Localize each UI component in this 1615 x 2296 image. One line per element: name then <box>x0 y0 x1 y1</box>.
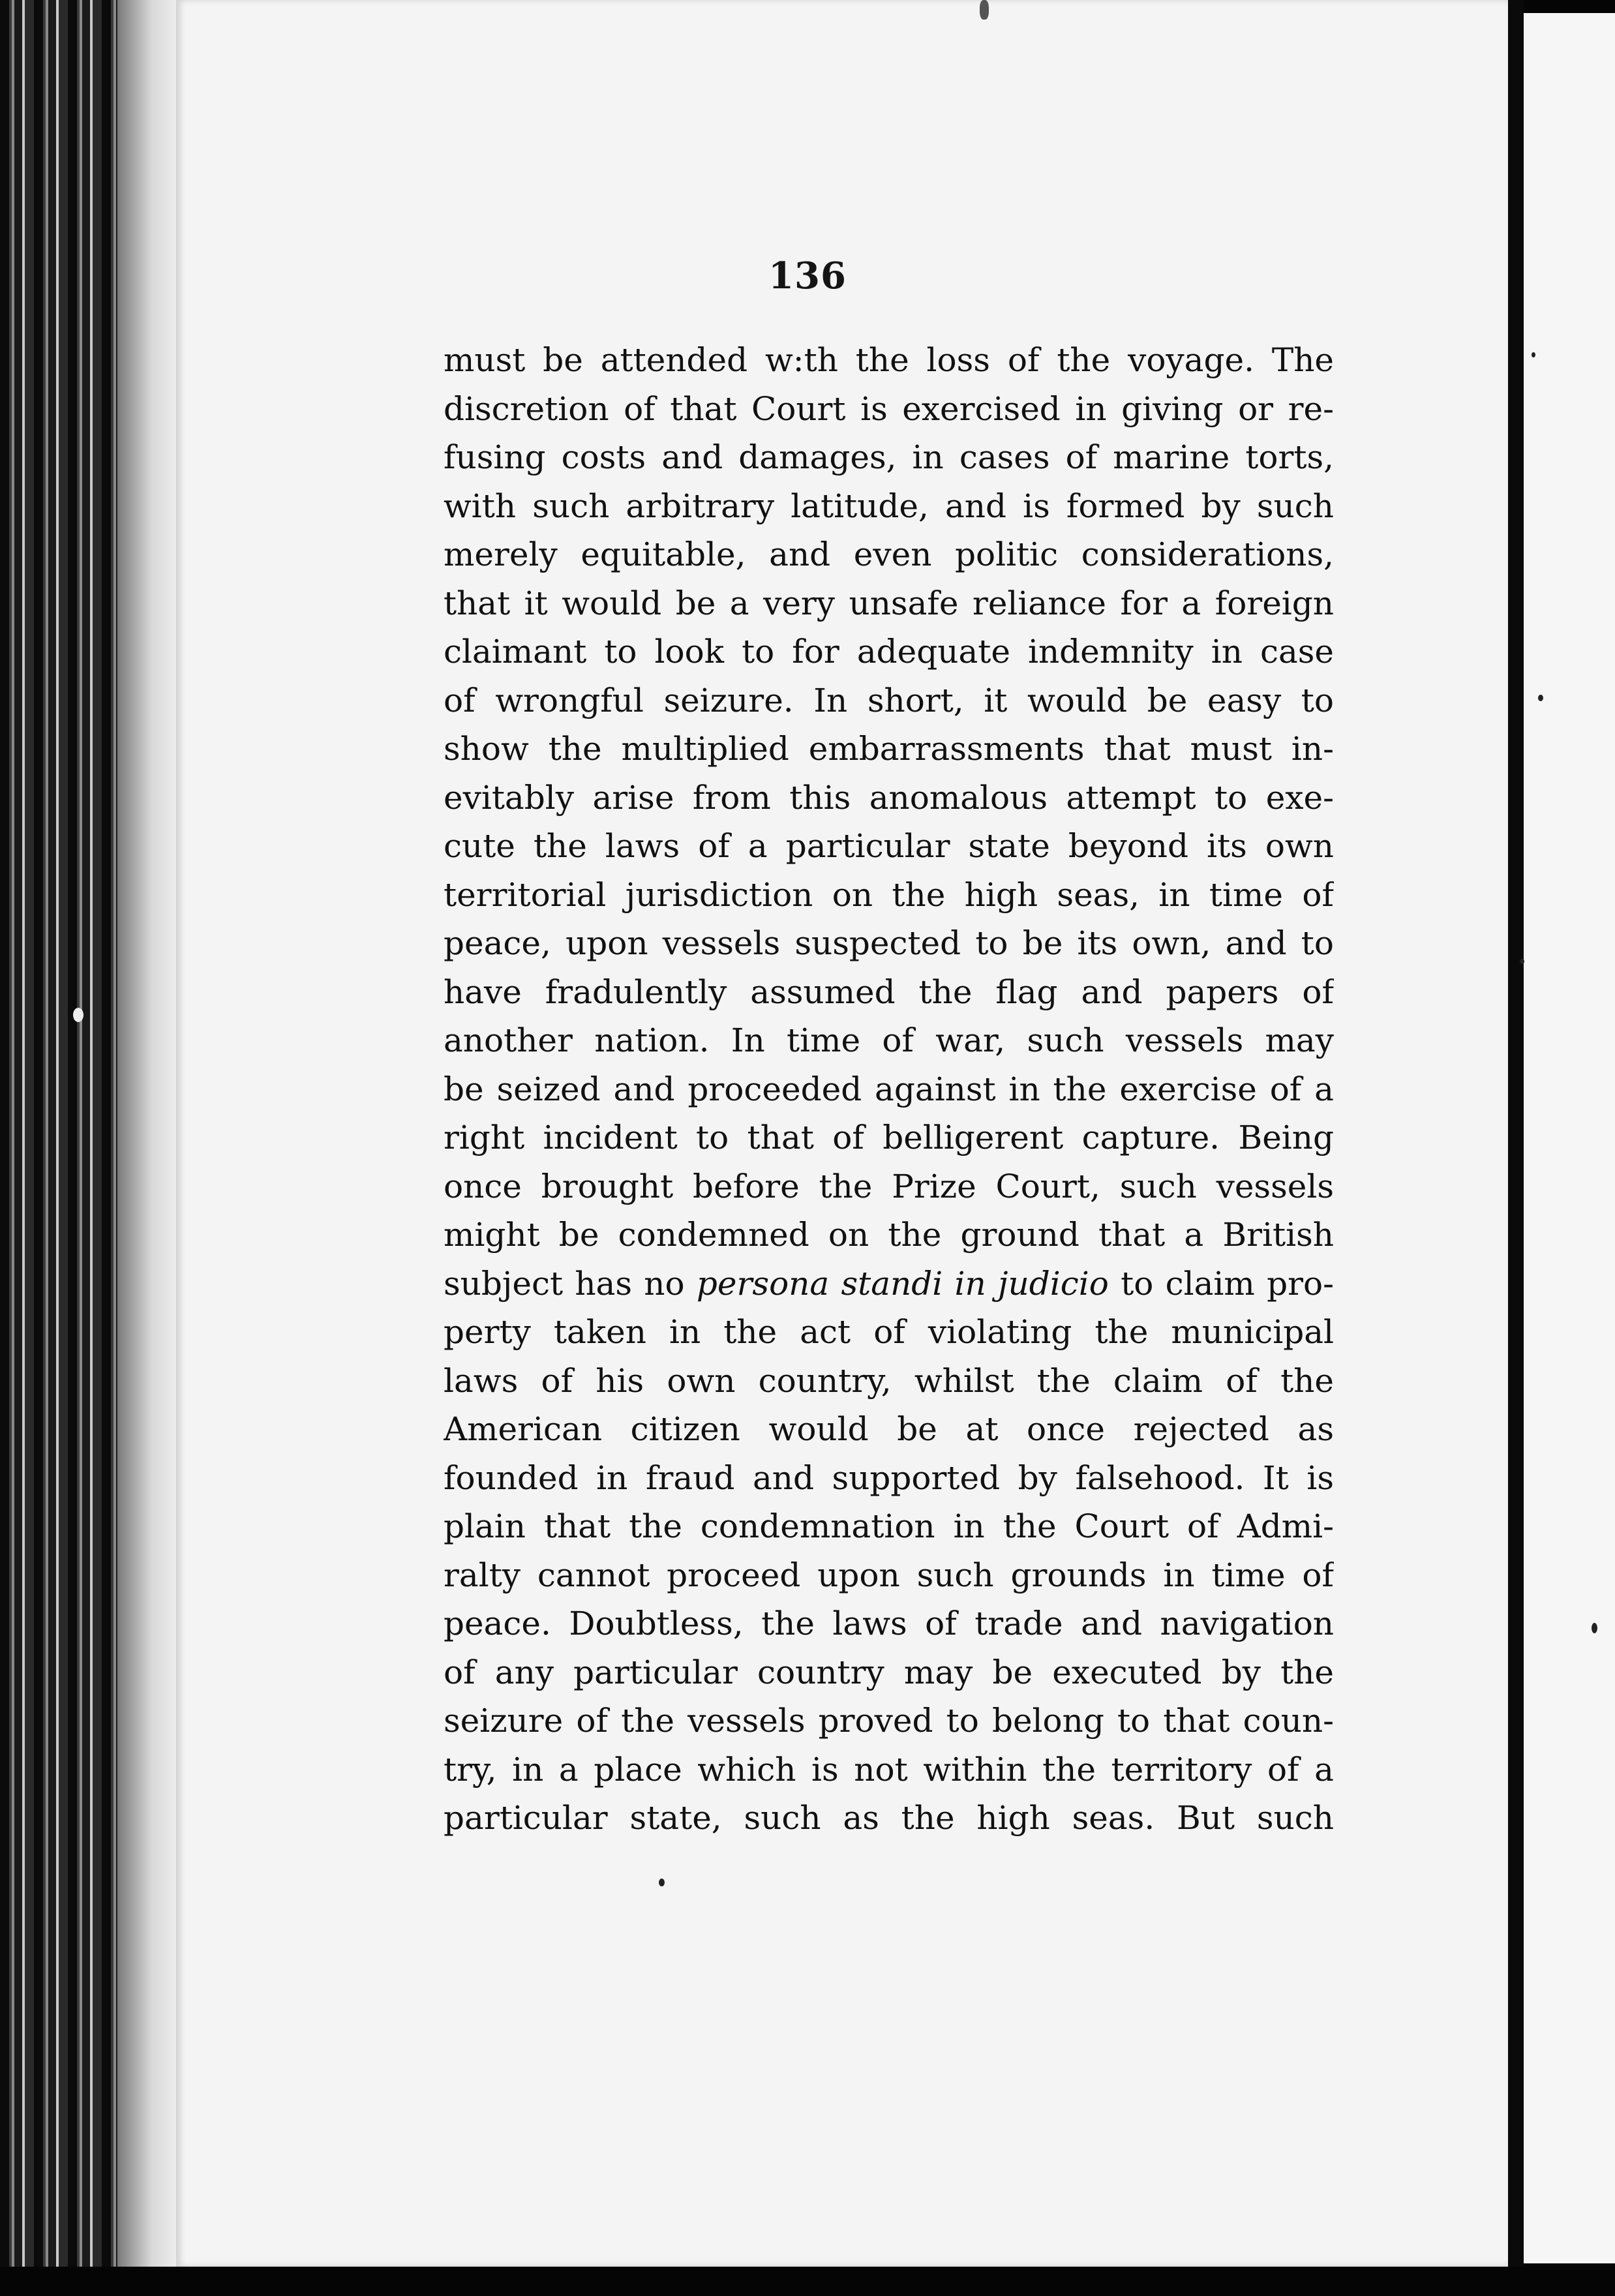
text-line: try, in a place which is not within the territory of a <box>444 1750 1334 1789</box>
page-right-edge <box>1508 0 1524 2267</box>
ink-speck <box>73 1008 83 1022</box>
text-line: territorial jurisdiction on the high seas, in time of <box>444 875 1334 914</box>
text-line: of wrongful seizure. In short, it would be easy to <box>444 681 1334 719</box>
text-line: right incident to that of belligerent capture. Being <box>444 1119 1334 1156</box>
text-line: cute the laws of a particular state beyond its own <box>444 827 1334 865</box>
text-line: that it would be a very unsafe reliance for a foreign <box>444 584 1334 622</box>
ink-speck <box>1592 1623 1597 1633</box>
text-line: might be condemned on the ground that a British <box>444 1216 1334 1254</box>
text-line: plain that the condemnation in the Court of Admi- <box>444 1507 1334 1545</box>
text-line: another nation. In time of war, such vessels may <box>444 1021 1334 1059</box>
ink-speck <box>1532 352 1535 357</box>
text-line: laws of his own country, whilst the claim of the <box>444 1361 1334 1400</box>
text-line: fusing costs and damages, in cases of marine torts, <box>444 438 1334 476</box>
text-line: show the multiplied embarrassments that must in- <box>444 730 1334 768</box>
ink-speck <box>980 0 989 20</box>
ink-speck <box>1520 959 1524 964</box>
facing-page-strip <box>1524 13 1615 2263</box>
text-line: peace, upon vessels suspected to be its own, and to <box>444 924 1334 962</box>
text-line: evitably arise from this anomalous attempt to exe- <box>444 778 1334 817</box>
text-line: founded in fraud and supported by falsehood. It is <box>444 1458 1334 1497</box>
page-bottom-edge <box>0 2267 1615 2296</box>
text-line: discretion of that Court is exercised in giving or re- <box>444 389 1334 428</box>
text-line: perty taken in the act of violating the municipal <box>444 1313 1334 1351</box>
text-line: must be attended w:th the loss of the voyage. The <box>444 341 1334 379</box>
text-line: peace. Doubtless, the laws of trade and navigation <box>444 1605 1334 1642</box>
body-text <box>444 336 1334 1843</box>
page-number: 136 <box>768 254 847 297</box>
page-gutter-shadow <box>117 0 179 2296</box>
text-line: merely equitable, and even politic considerations, <box>444 536 1334 573</box>
text-line: seizure of the vessels proved to belong to that coun- <box>444 1702 1334 1740</box>
text-line: claimant to look to for adequate indemnity in case <box>444 633 1334 671</box>
text-line: American citizen would be at once rejected as <box>444 1410 1334 1448</box>
text-line: with such arbitrary latitude, and is formed by such <box>444 487 1334 525</box>
text-line: be seized and proceeded against in the exercise of a <box>444 1070 1334 1108</box>
ink-speck <box>659 1879 665 1886</box>
text-line: ralty cannot proceed upon such grounds in time of <box>444 1556 1334 1594</box>
ink-speck <box>1538 695 1543 701</box>
text-line: subject has no persona standi in judicio to claim pro- <box>444 1264 1334 1303</box>
italic-latin-phrase: persona standi in judicio <box>696 1264 1109 1303</box>
text-line: once brought before the Prize Court, such vessels <box>444 1167 1334 1205</box>
text-line: particular state, such as the high seas. But such <box>444 1799 1334 1837</box>
text-line: of any particular country may be executed by the <box>444 1653 1334 1691</box>
text-line: have fradulently assumed the flag and papers of <box>444 973 1334 1011</box>
